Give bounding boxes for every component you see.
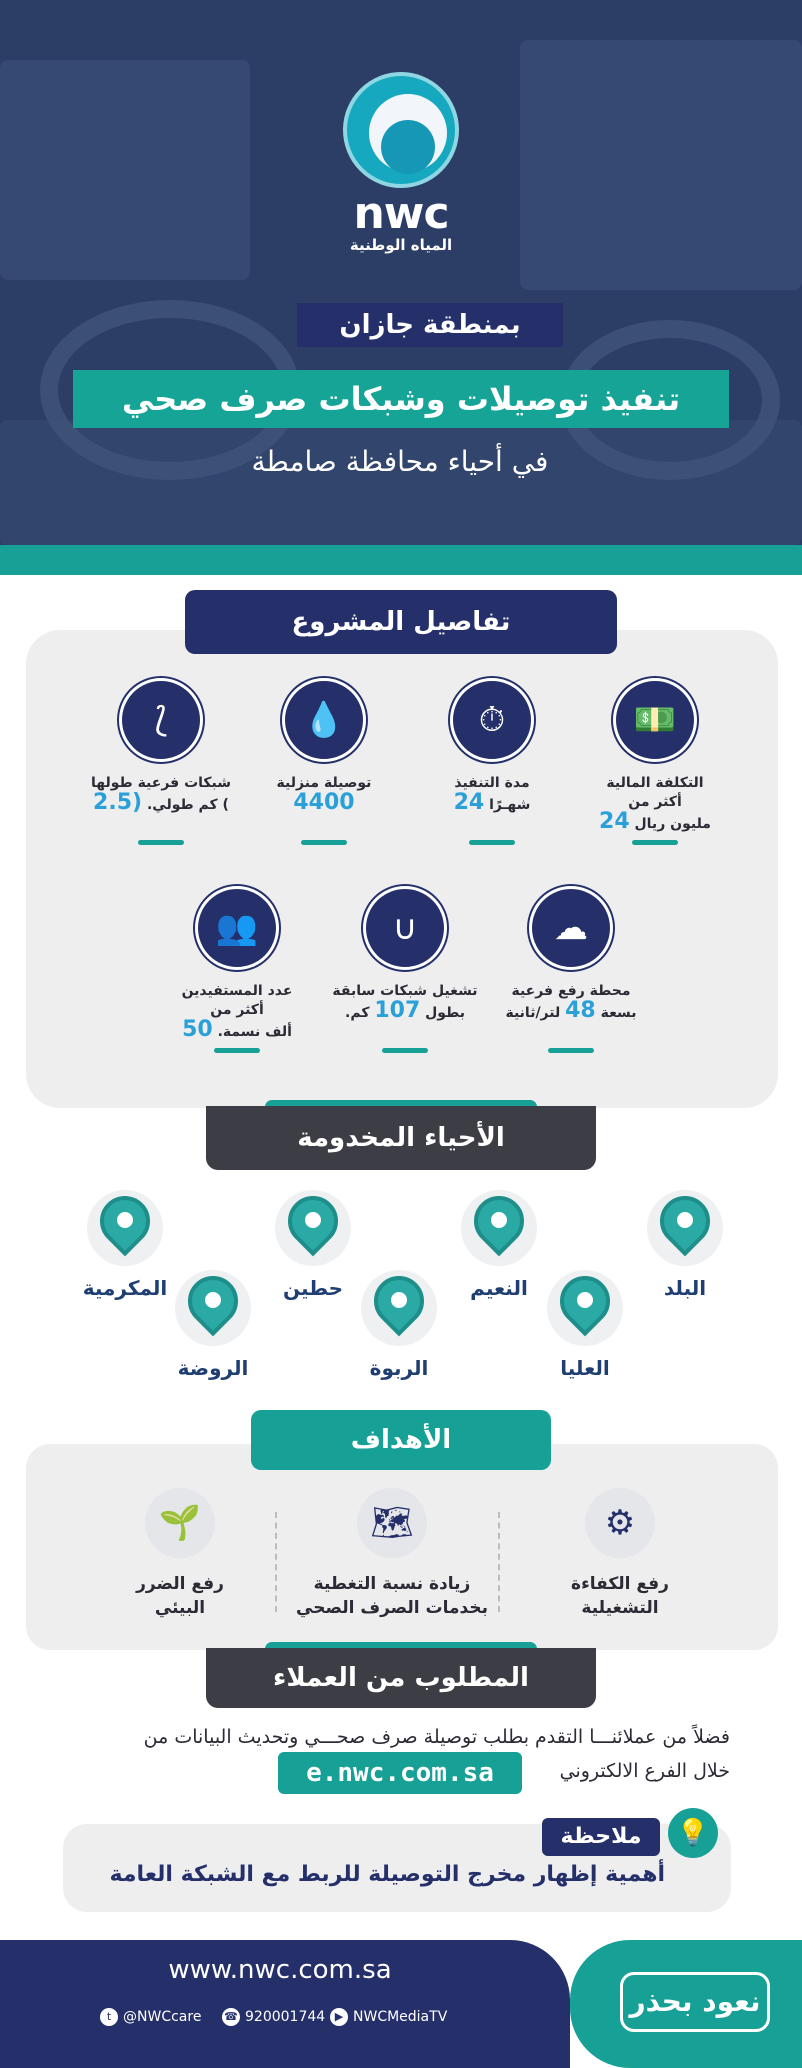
twitter-icon: t — [100, 2008, 118, 2026]
header-subtitle: في أحياء محافظة صامطة — [251, 445, 549, 478]
network-pipe-icon: ∪ — [363, 886, 447, 970]
goals-title: الأهداف — [251, 1410, 551, 1470]
note-text: أهمية إظهار مخرج التوصيلة للربط مع الشبكة العامة — [109, 1862, 665, 1887]
goal-label-line2: البيئي — [154, 1598, 206, 1618]
twitter-link[interactable] — [100, 2008, 201, 2026]
brand-latin: nwc — [353, 188, 449, 239]
pipe-icon: ⟆ — [119, 678, 203, 762]
header-region: بمنطقة جازان — [297, 303, 563, 347]
stat-card — [417, 678, 567, 848]
stat-underline — [469, 840, 515, 845]
people-icon: 👥 — [195, 886, 279, 970]
district-name: المكرمية — [82, 1276, 168, 1300]
district-pin — [344, 1270, 454, 1390]
stat-label: تشغيل شبكات سابقة — [332, 983, 478, 999]
stat-card — [249, 678, 399, 848]
stat-prefix: بسعة — [600, 1005, 637, 1021]
district-pin — [530, 1270, 640, 1390]
footer-website-link[interactable]: www.nwc.com.sa — [168, 1955, 392, 1985]
stat-label: محطة رفع فرعية — [511, 983, 631, 999]
pump-station-icon: ☁ — [529, 886, 613, 970]
header-divider — [0, 545, 802, 575]
phone-number: 920001744 — [245, 2009, 326, 2025]
stopwatch-icon: ⏱ — [450, 678, 534, 762]
district-pin — [630, 1190, 740, 1310]
stat-unit: كم. — [345, 1005, 370, 1021]
nwc-logo-icon — [343, 72, 459, 188]
stat-qualifier: أكثر من — [628, 794, 682, 810]
lightbulb-icon: 💡 — [668, 1808, 718, 1858]
money-icon: 💵 — [613, 678, 697, 762]
goal-item — [80, 1488, 280, 1628]
customers-line-1: فضلاً من عملائنـــا التقدم بطلب توصيلة صرف صحـــي وتحديث البيانات من — [143, 1726, 730, 1748]
stat-card — [86, 678, 236, 848]
phone-icon: ☎ — [222, 2008, 240, 2026]
stat-unit: لتر/ثانية — [505, 1005, 561, 1021]
district-pin — [158, 1270, 268, 1390]
stat-value: 24 — [453, 790, 485, 815]
stat-qualifier: أكثر من — [210, 1002, 264, 1018]
goal-item — [292, 1488, 492, 1628]
stat-prefix: ) كم طولي. — [146, 797, 229, 813]
stat-card — [162, 886, 312, 1056]
stat-card — [580, 678, 730, 848]
youtube-icon: ▶ — [330, 2008, 348, 2026]
stat-value: 4400 — [293, 790, 355, 815]
goal-label: رفع الضرر — [136, 1574, 224, 1594]
district-name: الروضة — [177, 1356, 249, 1380]
stat-prefix: شهـرًا — [489, 797, 531, 813]
stat-label: شبكات فرعية طولها — [90, 775, 232, 791]
stat-prefix: بطول — [425, 1005, 465, 1021]
stat-prefix: مليون ريال — [634, 816, 711, 832]
goal-label-line2: بخدمات الصرف الصحي — [296, 1598, 488, 1618]
stat-card — [496, 886, 646, 1056]
stat-label: عدد المستفيدين — [181, 983, 293, 999]
goal-label-line2: التشغيلية — [581, 1598, 659, 1618]
customers-title: المطلوب من العملاء — [206, 1648, 596, 1708]
plant-icon: 🌱 — [145, 1488, 215, 1558]
header-title: تنفيذ توصيلات وشبكات صرف صحي — [73, 370, 729, 428]
stat-label: التكلفة المالية — [606, 775, 704, 791]
stat-value: (2.5 — [93, 790, 143, 815]
stat-prefix: ألف نسمة. — [217, 1024, 292, 1040]
district-name: البلد — [663, 1276, 707, 1300]
stat-underline — [632, 840, 678, 845]
goals-divider — [498, 1512, 500, 1612]
district-name: النعيم — [470, 1276, 528, 1300]
note-tag: ملاحظة — [542, 1818, 660, 1856]
goals-divider — [275, 1512, 277, 1612]
twitter-handle: @NWCcare — [123, 2009, 202, 2025]
goal-label: رفع الكفاءة — [571, 1574, 669, 1594]
stat-label: مدة التنفيذ — [454, 775, 530, 791]
stat-value: 24 — [599, 809, 630, 834]
district-name: الربوة — [369, 1356, 429, 1380]
customers-line-2: خلال الفرع الالكتروني — [559, 1760, 730, 1782]
stat-underline — [301, 840, 347, 845]
stat-value: 107 — [374, 998, 421, 1023]
water-hand-icon: 💧 — [282, 678, 366, 762]
goal-item — [520, 1488, 720, 1628]
stat-prefix: توصيلة منزلية — [276, 775, 372, 791]
phone-link[interactable] — [222, 2008, 325, 2026]
district-name: العليا — [560, 1356, 610, 1380]
stat-value: 50 — [182, 1017, 213, 1042]
stat-underline — [214, 1048, 260, 1053]
saudi-map-icon: 🗺 — [357, 1488, 427, 1558]
stat-card — [330, 886, 480, 1056]
youtube-handle: NWCMediaTV — [353, 2009, 448, 2025]
stat-underline — [548, 1048, 594, 1053]
gears-icon: ⚙ — [585, 1488, 655, 1558]
hero-banner — [0, 0, 802, 545]
youtube-link[interactable] — [330, 2008, 447, 2026]
goal-label: زيادة نسبة التغطية — [313, 1574, 471, 1594]
stat-underline — [138, 840, 184, 845]
stat-value: 48 — [565, 998, 596, 1023]
brand-arabic: المياه الوطنية — [349, 236, 453, 254]
slogan-badge: نعود بحذر — [620, 1972, 770, 2032]
eservice-link[interactable]: e.nwc.com.sa — [278, 1752, 522, 1794]
project-title: تفاصيل المشروع — [185, 590, 617, 654]
district-name: حطين — [282, 1276, 344, 1300]
stat-underline — [382, 1048, 428, 1053]
districts-title: الأحياء المخدومة — [206, 1106, 596, 1170]
